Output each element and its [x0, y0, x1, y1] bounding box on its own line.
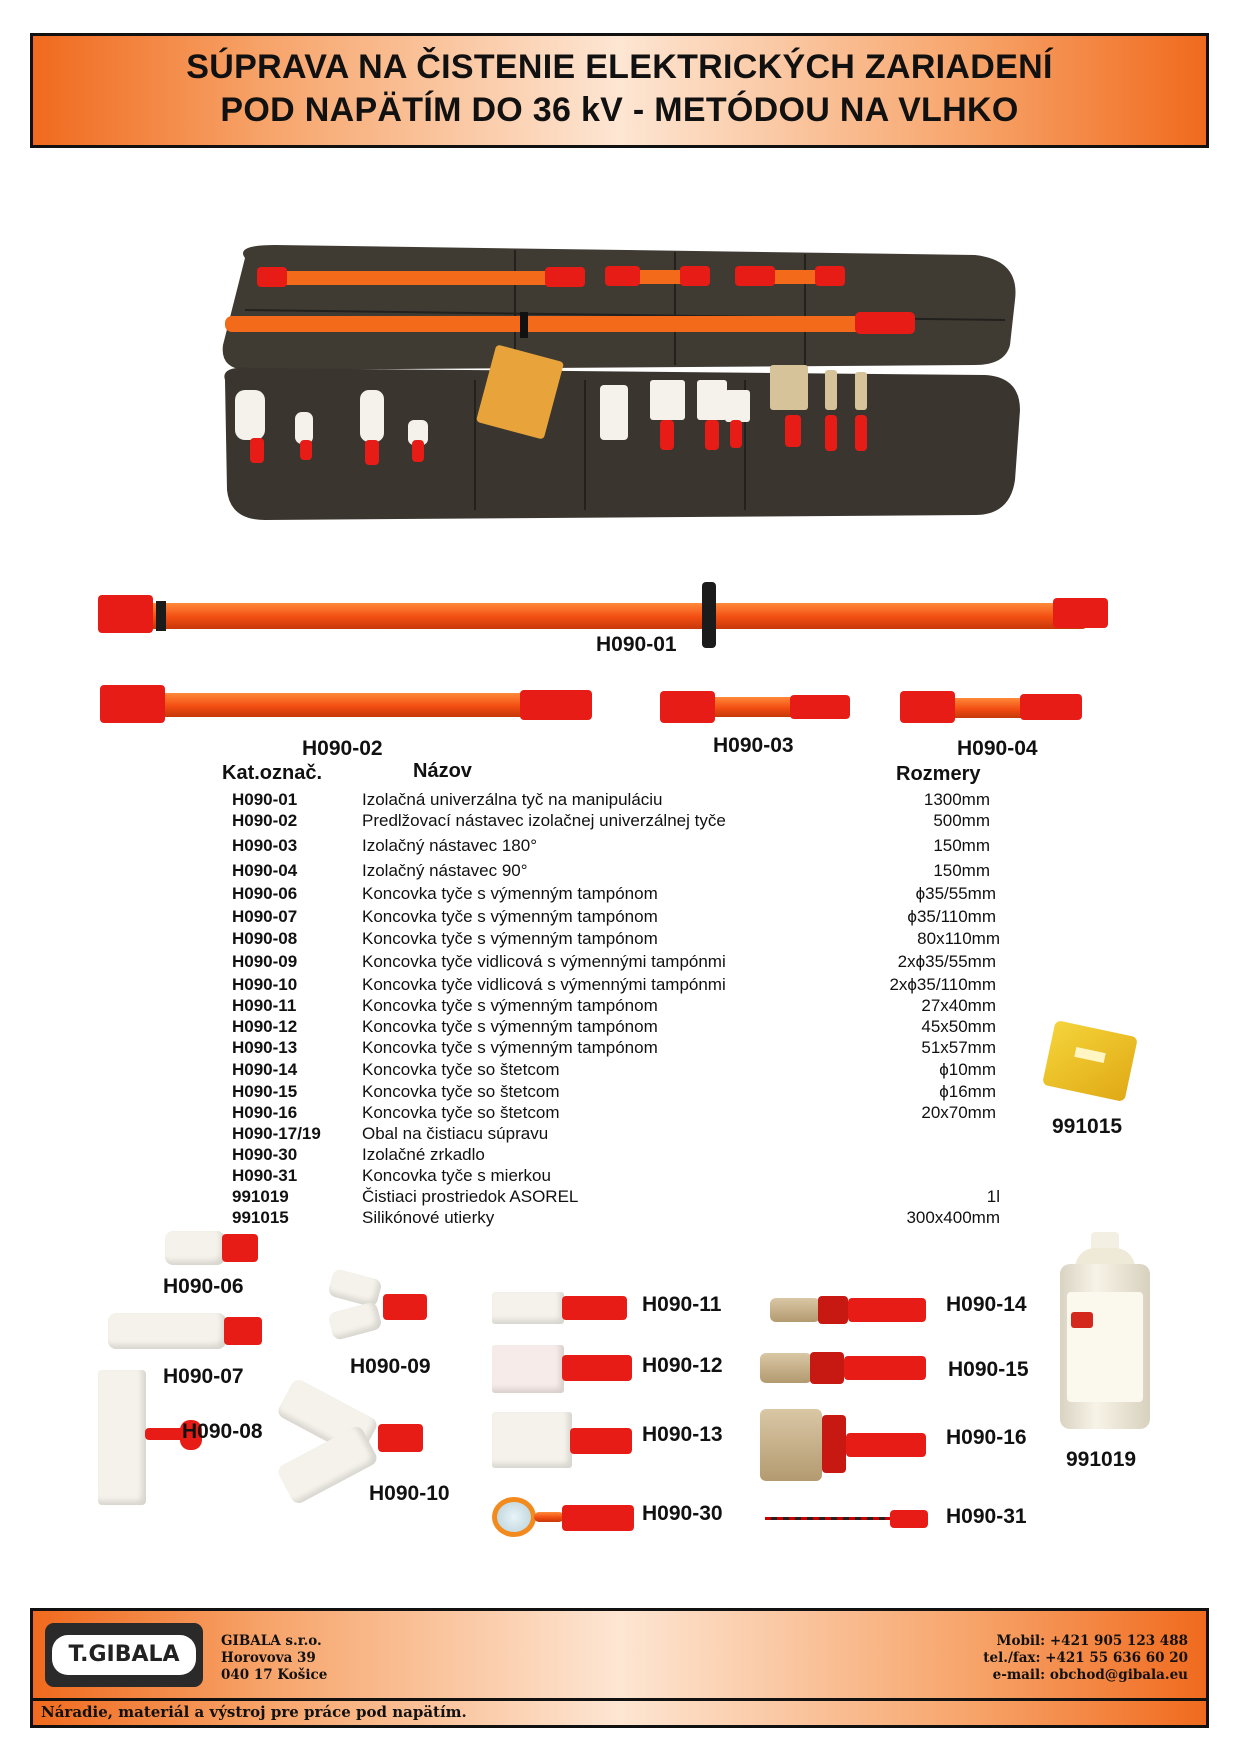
row-code: H090-12 — [232, 1017, 298, 1036]
contact-mobile: Mobil: +421 905 123 488 — [996, 1633, 1188, 1649]
title-banner — [30, 33, 1209, 148]
row-code: H090-31 — [232, 1166, 298, 1185]
row-name: Izolačná univerzálna tyč na manipuláciu — [362, 790, 663, 809]
row-code: H090-01 — [232, 790, 298, 809]
fork-tip — [844, 1356, 926, 1380]
kit-bag-photo — [215, 240, 1025, 525]
fork-tip — [383, 1294, 427, 1320]
row-name: Izolačný nástavec 180° — [362, 836, 538, 855]
row-name: Koncovka tyče s výmenným tampónom — [362, 1017, 658, 1036]
company-city: 040 17 Košice — [221, 1667, 328, 1683]
gibala-logo — [45, 1623, 203, 1687]
sponge-h090-13-image — [490, 1410, 635, 1472]
row-code: H090-06 — [232, 884, 298, 903]
table-row — [0, 975, 1240, 995]
table-row — [0, 790, 1240, 810]
bottle-label — [1067, 1292, 1143, 1402]
row-code: H090-16 — [232, 1103, 298, 1122]
row-size: ϕ16mm — [939, 1082, 996, 1101]
row-code: 991019 — [232, 1187, 289, 1206]
silicone-wipes-image — [1040, 1020, 1140, 1105]
rod-hook-end — [98, 595, 153, 633]
label-h090-14: H090-14 — [946, 1293, 1027, 1316]
rod-guard-disc — [702, 582, 716, 648]
row-name: Obal na čistiacu súpravu — [362, 1124, 549, 1143]
gauge-scale — [765, 1517, 895, 1520]
row-code: H090-15 — [232, 1082, 298, 1101]
row-name: Koncovka tyče s výmenným tampónom — [362, 929, 658, 948]
row-code: H090-11 — [232, 996, 297, 1015]
brush-h090-15-image — [760, 1348, 930, 1388]
sponge-pad-lower — [327, 1301, 383, 1341]
row-name: Izolačný nástavec 90° — [362, 861, 528, 880]
fork-tip — [378, 1424, 423, 1452]
sponge-pad — [492, 1292, 564, 1324]
adapter-90-socket — [1020, 694, 1082, 720]
company-name: GIBALA s.r.o. — [221, 1633, 322, 1649]
label-h090-07: H090-07 — [163, 1365, 244, 1388]
extension-socket — [520, 690, 592, 720]
row-name: Čistiaci prostriedok ASOREL — [362, 1187, 579, 1206]
title-line-2: POD NAPÄTÍM DO 36 kV - METÓDOU NA VLHKO — [220, 91, 1019, 129]
label-h090-01: H090-01 — [596, 633, 677, 656]
table-row — [0, 929, 1240, 949]
table-row — [0, 1187, 1240, 1207]
row-size: ϕ35/110mm — [907, 907, 996, 926]
row-name: Predlžovací nástavec izolačnej univerzálnej tyče — [362, 811, 726, 830]
label-h090-06: H090-06 — [163, 1275, 244, 1298]
brush-bristles — [760, 1353, 812, 1383]
label-h090-31: H090-31 — [946, 1505, 1027, 1528]
brush-ferrule — [810, 1352, 844, 1384]
label-h090-13: H090-13 — [642, 1423, 723, 1446]
label-h090-12: H090-12 — [642, 1354, 723, 1377]
brush-bristles — [760, 1409, 822, 1481]
row-size: 1300mm — [923, 790, 990, 809]
row-code: H090-02 — [232, 811, 298, 830]
row-name: Koncovka tyče s výmenným tampónom — [362, 884, 658, 903]
row-code: H090-09 — [232, 952, 298, 971]
label-h090-15: H090-15 — [948, 1358, 1029, 1381]
row-size: 150mm — [933, 836, 990, 855]
rod-end-cap — [1053, 598, 1108, 628]
brush-ferrule — [822, 1415, 846, 1473]
table-row — [0, 811, 1240, 831]
row-size: 2xϕ35/110mm — [889, 975, 996, 994]
table-row — [0, 836, 1240, 856]
label-h090-03: H090-03 — [713, 734, 794, 757]
brush-h090-16-image — [760, 1405, 930, 1485]
kit-bag-illustration — [215, 240, 1025, 525]
fork-tip — [846, 1433, 926, 1457]
sponge-h090-11-image — [490, 1288, 630, 1328]
row-code: H090-10 — [232, 975, 298, 994]
row-size: 2xϕ35/55mm — [897, 952, 996, 971]
row-size: ϕ10mm — [939, 1060, 996, 1079]
row-name: Koncovka tyče s mierkou — [362, 1166, 551, 1185]
column-header-size: Rozmery — [896, 763, 981, 785]
row-name: Koncovka tyče vidlicová s výmennými tampónmi — [362, 975, 726, 994]
title-line-1: SÚPRAVA NA ČISTENIE ELEKTRICKÝCH ZARIADENÍ — [186, 48, 1053, 86]
row-code: H090-08 — [232, 929, 298, 948]
table-row — [0, 1166, 1240, 1186]
extension-hook — [100, 685, 165, 723]
row-code: H090-07 — [232, 907, 298, 926]
label-h090-16: H090-16 — [946, 1426, 1027, 1449]
table-row — [0, 996, 1240, 1016]
label-991019: 991019 — [1066, 1448, 1137, 1471]
row-size: 45x50mm — [921, 1017, 996, 1036]
footer-divider — [33, 1698, 1206, 1701]
wipes-package — [1042, 1020, 1138, 1102]
brand-mark-icon — [1071, 1312, 1093, 1328]
fork-tip — [562, 1355, 632, 1381]
fork-tip — [562, 1296, 627, 1320]
row-name: Koncovka tyče vidlicová s výmennými tampónmi — [362, 952, 726, 971]
row-size: 27x40mm — [921, 996, 996, 1015]
column-header-name: Názov — [413, 760, 472, 782]
contact-email[interactable]: e-mail: obchod@gibala.eu — [992, 1667, 1188, 1683]
rod-ring — [156, 601, 166, 631]
fork-tip — [848, 1298, 926, 1322]
row-size: 20x70mm — [921, 1103, 996, 1122]
adapter-h090-03-image — [660, 688, 850, 728]
sponge-pad — [492, 1412, 572, 1468]
row-name: Izolačné zrkadlo — [362, 1145, 485, 1164]
row-code: H090-03 — [232, 836, 298, 855]
fork-tip — [222, 1234, 258, 1262]
row-name: Koncovka tyče so štetcom — [362, 1060, 560, 1079]
footer-slogan: Náradie, materiál a výstroj pre práce pod napätím. — [41, 1703, 467, 1721]
row-size: ϕ35/55mm — [915, 884, 996, 903]
fork-tip — [570, 1428, 632, 1454]
row-name: Koncovka tyče so štetcom — [362, 1082, 560, 1101]
adapter-h090-04-image — [900, 688, 1085, 728]
extension-h090-02-image — [100, 680, 592, 730]
row-code: 991015 — [232, 1208, 289, 1227]
row-code: H090-30 — [232, 1145, 298, 1164]
table-row — [0, 952, 1240, 972]
sponge-h090-10-image — [280, 1382, 430, 1492]
row-code: H090-04 — [232, 861, 298, 880]
sponge-h090-09-image — [325, 1272, 435, 1342]
fork-tip — [890, 1510, 928, 1528]
label-h090-02: H090-02 — [302, 737, 383, 760]
row-code: H090-17/19 — [232, 1124, 321, 1143]
row-name: Koncovka tyče s výmenným tampónom — [362, 1038, 658, 1057]
table-row — [0, 1208, 1240, 1228]
adapter-90-hook — [900, 691, 955, 723]
row-name: Koncovka tyče so štetcom — [362, 1103, 560, 1122]
company-street: Horovova 39 — [221, 1650, 316, 1666]
label-h090-09: H090-09 — [350, 1355, 431, 1378]
label-h090-10: H090-10 — [369, 1482, 450, 1505]
sponge-h090-12-image — [490, 1343, 635, 1395]
logo-text: T.GIBALA — [52, 1635, 196, 1675]
row-code: H090-14 — [232, 1060, 298, 1079]
sponge-h090-06-image — [160, 1228, 260, 1268]
sponge-block — [98, 1370, 146, 1505]
footer-banner — [30, 1608, 1209, 1728]
asorel-bottle-image — [1055, 1232, 1155, 1432]
rod-body — [118, 603, 1088, 629]
table-row — [0, 861, 1240, 881]
mirror-neck — [534, 1512, 564, 1522]
row-size: 1l — [986, 1187, 1000, 1206]
fork-tip — [224, 1317, 262, 1345]
row-size: 500mm — [933, 811, 990, 830]
row-name: Koncovka tyče s výmenným tampónom — [362, 996, 658, 1015]
sponge-pad-upper — [327, 1268, 383, 1308]
brush-bristles — [770, 1298, 820, 1322]
row-size: 300x400mm — [906, 1208, 1000, 1227]
sponge-h090-07-image — [106, 1310, 266, 1352]
label-h090-08: H090-08 — [182, 1420, 263, 1443]
adapter-180-socket — [790, 695, 850, 719]
brush-h090-14-image — [770, 1290, 930, 1330]
column-header-code: Kat.označ. — [222, 762, 323, 784]
row-name: Silikónové utierky — [362, 1208, 495, 1227]
row-size: 150mm — [933, 861, 990, 880]
extension-body — [140, 693, 540, 717]
mirror-glass — [492, 1497, 536, 1537]
label-991015: 991015 — [1052, 1115, 1123, 1138]
label-h090-11: H090-11 — [642, 1293, 722, 1316]
label-h090-04: H090-04 — [957, 737, 1038, 760]
gauge-h090-31-image — [765, 1507, 930, 1531]
sponge-pad — [165, 1231, 225, 1265]
row-name: Koncovka tyče s výmenným tampónom — [362, 907, 658, 926]
sponge-pad — [108, 1313, 226, 1349]
row-code: H090-13 — [232, 1038, 298, 1057]
row-size: 80x110mm — [917, 929, 1000, 948]
brush-ferrule — [818, 1296, 848, 1324]
row-size: 51x57mm — [921, 1038, 996, 1057]
table-row — [0, 1145, 1240, 1165]
table-row — [0, 884, 1240, 904]
stem — [145, 1428, 185, 1440]
fork-tip — [562, 1505, 634, 1531]
table-row — [0, 907, 1240, 927]
sponge-pad — [492, 1345, 564, 1393]
contact-phone: tel./fax: +421 55 636 60 20 — [983, 1650, 1188, 1666]
mirror-h090-30-image — [490, 1495, 640, 1541]
label-h090-30: H090-30 — [642, 1502, 723, 1525]
adapter-180-hook — [660, 691, 715, 723]
